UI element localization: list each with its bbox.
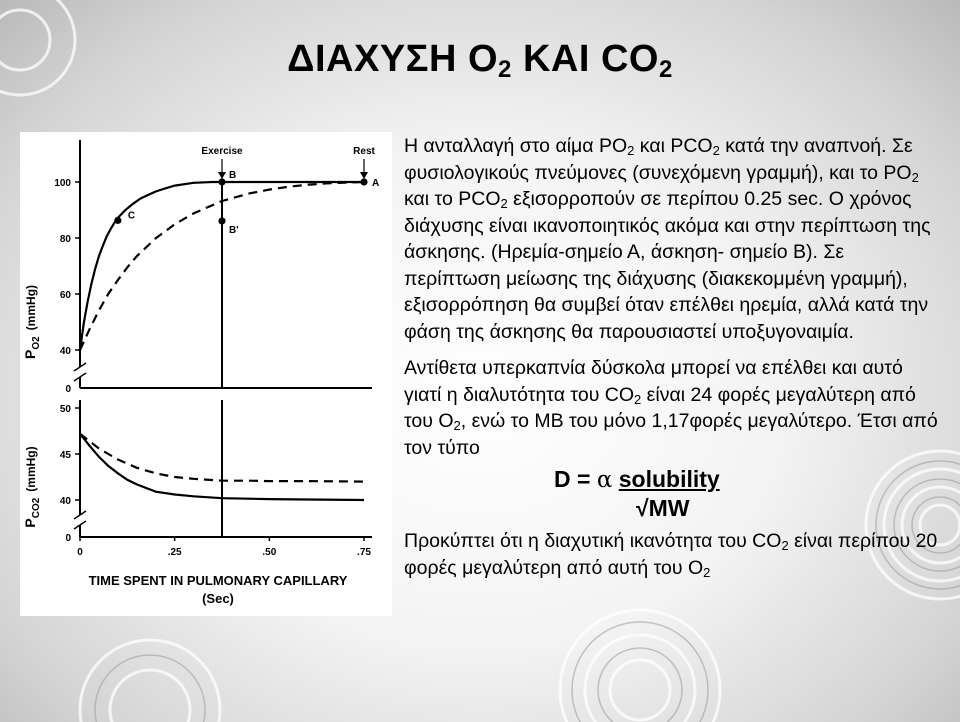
x-tick-label: .75 <box>357 547 371 558</box>
formula-numerator-line: D = α solubility <box>554 466 720 493</box>
pco2-y-tick-label: 40 <box>59 496 71 507</box>
rest-label: Rest <box>353 146 375 157</box>
rest-arrowhead <box>360 172 368 179</box>
po2-point-a <box>360 178 367 185</box>
po2-chart <box>54 140 379 395</box>
pco2-chart <box>60 400 372 558</box>
po2-y-tick-label: 100 <box>54 178 71 189</box>
po2-point-b-prime <box>218 217 225 224</box>
pco2-ylabel-main: P <box>22 518 38 528</box>
x-tick-label: .50 <box>262 547 277 558</box>
formula-denominator-line: √MW <box>636 495 690 521</box>
po2-y-tick-label: 60 <box>59 290 71 301</box>
po2-y-tick-label: 0 <box>65 384 71 395</box>
pco2-ylabel-sub: CO2 <box>31 497 42 519</box>
explanation-text <box>404 133 944 581</box>
po2-point-label: B <box>229 170 237 181</box>
x-tick-label: 0 <box>77 547 83 558</box>
po2-ylabel-sub: O2 <box>31 336 42 350</box>
po2-point-c <box>114 217 121 224</box>
po2-y-tick-label: 80 <box>59 234 71 245</box>
svg-text:PCO2(mmHg) <box>22 446 42 527</box>
po2-point-label: C <box>127 210 136 222</box>
diffusion-chart-figure <box>20 132 392 616</box>
pco2-y-tick-label: 0 <box>65 533 71 544</box>
po2-y-tick-label: 40 <box>59 346 71 357</box>
exercise-label: Exercise <box>201 146 243 157</box>
po2-ylabel-unit: (mmHg) <box>24 284 38 331</box>
slide-title: ΔΙΑΧΥΣΗ $O_2$ ΚΑΙ $CO_2$ <box>287 38 673 83</box>
paragraph-po2-equilibration: Η ανταλλαγή στο αίμα $PO_2$ και $PCO_2$ κατά την αναπνοή. Σε φυσιολογικούς πνεύμονες (συνεχόμενη γραμμή), και το $PO_2$ και το $PCO_2$ εξισορροπούν σε περίπου 0.25 sec. Ο χρόνος διάχυσης είναι ικανοποιητικός ακόμα και στην περίπτωση της άσκησης. (Ηρεμία-σημείο Α, άσκηση- σημείο Β). Σε περίπτωση μείωσης της διάχυσης (διακεκομμένη γραμμή), εξισορρόπηση θα συμβεί όταν επέλθει ηρεμία, αλλά κατά την φάση της άσκησης θα παρουσιαστεί υποξυγοναιμία. <box>404 135 931 343</box>
paragraph-co2-solubility: Αντίθετα υπερκαπνία δύσκολα μπορεί να επέλθει και αυτό γιατί η διαλυτότητα του $CO_2$ είναι 24 φορές μεγαλύτερη από του $O_2$, ενώ το MB του μόνο 1,17φορές μεγαλύτερο. Έτσι από τον τύπο <box>404 357 938 459</box>
exercise-arrowhead <box>218 172 226 179</box>
po2-point-label: A <box>372 178 380 189</box>
pco2-ylabel-unit: (mmHg) <box>24 446 38 492</box>
pco2-y-tick-label: 45 <box>59 450 71 461</box>
po2-point-label: B' <box>229 224 239 236</box>
x-axis-unit: (Sec) <box>202 591 234 606</box>
po2-ylabel-main: P <box>22 349 38 360</box>
pco2-y-tick-label: 50 <box>59 404 71 415</box>
x-axis-title: TIME SPENT IN PULMONARY CAPILLARY <box>88 573 348 588</box>
svg-text:PO2(mmHg) <box>22 285 42 359</box>
po2-point-b <box>218 178 225 185</box>
x-tick-label: .25 <box>167 547 182 558</box>
alpha-symbol: α <box>596 467 613 493</box>
paragraph-conclusion: Προκύπτει ότι η διαχυτική ικανότητα του $CO_2$ είναι περίπου 20 φορές μεγαλύτερη από αυτή του $O_2$ <box>404 530 938 580</box>
